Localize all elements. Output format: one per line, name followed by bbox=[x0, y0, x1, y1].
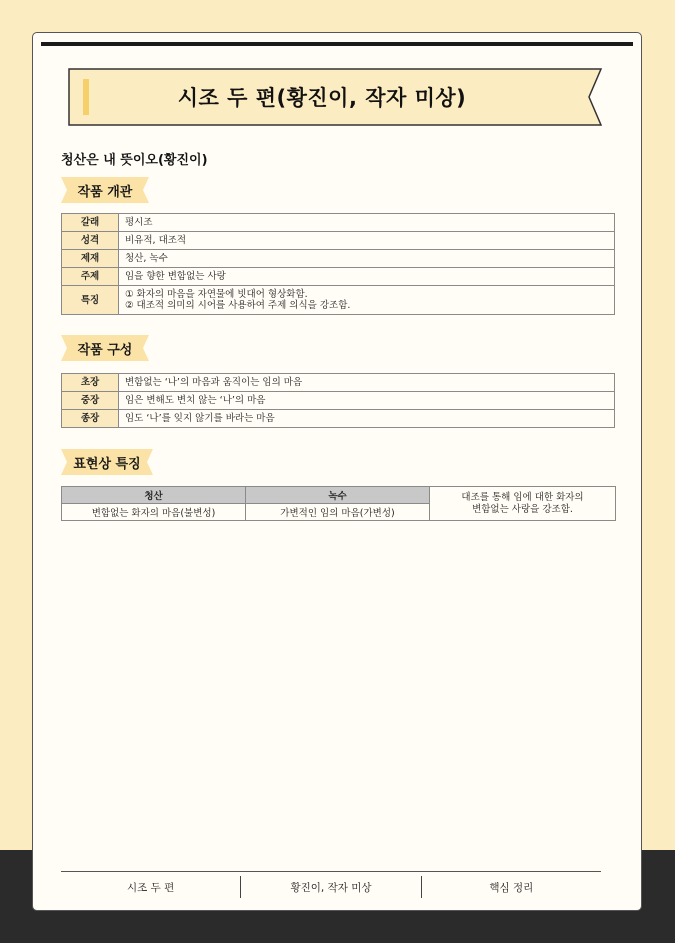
table-row bbox=[62, 286, 615, 315]
row-value: 평시조 bbox=[119, 214, 615, 232]
row-value bbox=[119, 286, 615, 315]
row-label: 특징 bbox=[62, 286, 119, 315]
row-label: 갈래 bbox=[62, 214, 119, 232]
table-row bbox=[62, 268, 615, 286]
section-label-expression: 표현상 특징 bbox=[61, 449, 153, 475]
structure-table bbox=[61, 373, 615, 428]
feature-line-2: ② 대조적 의미의 시어를 사용하여 주제 의식을 강조함. bbox=[125, 300, 351, 311]
row-value: 임은 변해도 변치 않는 ‘나’의 마음 bbox=[119, 392, 615, 410]
footer-rule bbox=[61, 871, 601, 872]
table-row bbox=[62, 250, 615, 268]
column-header: 청산 bbox=[62, 487, 246, 504]
comparison-table bbox=[61, 486, 616, 521]
row-value: 비유적, 대조적 bbox=[119, 232, 615, 250]
note-line-1: 대조를 통해 임에 대한 화자의 bbox=[461, 491, 584, 503]
row-label: 성격 bbox=[62, 232, 119, 250]
cell-value: 변함없는 화자의 마음(불변성) bbox=[62, 504, 246, 521]
row-label: 제재 bbox=[62, 250, 119, 268]
row-value: 임을 향한 변함없는 사랑 bbox=[119, 268, 615, 286]
row-value: 변함없는 ‘나’의 마음과 움직이는 임의 마음 bbox=[119, 374, 615, 392]
table-row bbox=[62, 410, 615, 428]
row-label: 주제 bbox=[62, 268, 119, 286]
section-label-overview: 작품 개관 bbox=[61, 177, 149, 203]
column-header: 녹수 bbox=[246, 487, 430, 504]
feature-line-1: ① 화자의 마음을 자연물에 빗대어 형상화함. bbox=[125, 289, 308, 300]
table-row bbox=[62, 214, 615, 232]
row-label: 중장 bbox=[62, 392, 119, 410]
table-row bbox=[62, 232, 615, 250]
table-row bbox=[62, 487, 616, 504]
section-label-structure: 작품 구성 bbox=[61, 335, 149, 361]
table-row bbox=[62, 374, 615, 392]
row-label: 종장 bbox=[62, 410, 119, 428]
footer-left: 시조 두 편 bbox=[127, 881, 175, 894]
note-line-2: 변함없는 사랑을 강조함. bbox=[472, 503, 573, 515]
overview-table bbox=[61, 213, 615, 315]
row-value: 임도 ‘나’를 잊지 않기를 바라는 마음 bbox=[119, 410, 615, 428]
page-title: 시조 두 편(황진이, 작자 미상) bbox=[177, 86, 467, 110]
page-footer bbox=[61, 875, 601, 899]
footer-center: 황진이, 작자 미상 bbox=[290, 881, 372, 894]
row-value: 청산, 녹수 bbox=[119, 250, 615, 268]
cell-value: 가변적인 임의 마음(가변성) bbox=[246, 504, 430, 521]
document-page bbox=[32, 32, 642, 911]
comparison-note bbox=[430, 487, 616, 521]
footer-right: 핵심 정리 bbox=[489, 881, 534, 894]
title-banner bbox=[67, 67, 607, 127]
top-rule bbox=[41, 42, 633, 46]
table-row bbox=[62, 392, 615, 410]
poem-title: 청산은 내 뜻이오(황진이) bbox=[61, 153, 208, 168]
row-label: 초장 bbox=[62, 374, 119, 392]
